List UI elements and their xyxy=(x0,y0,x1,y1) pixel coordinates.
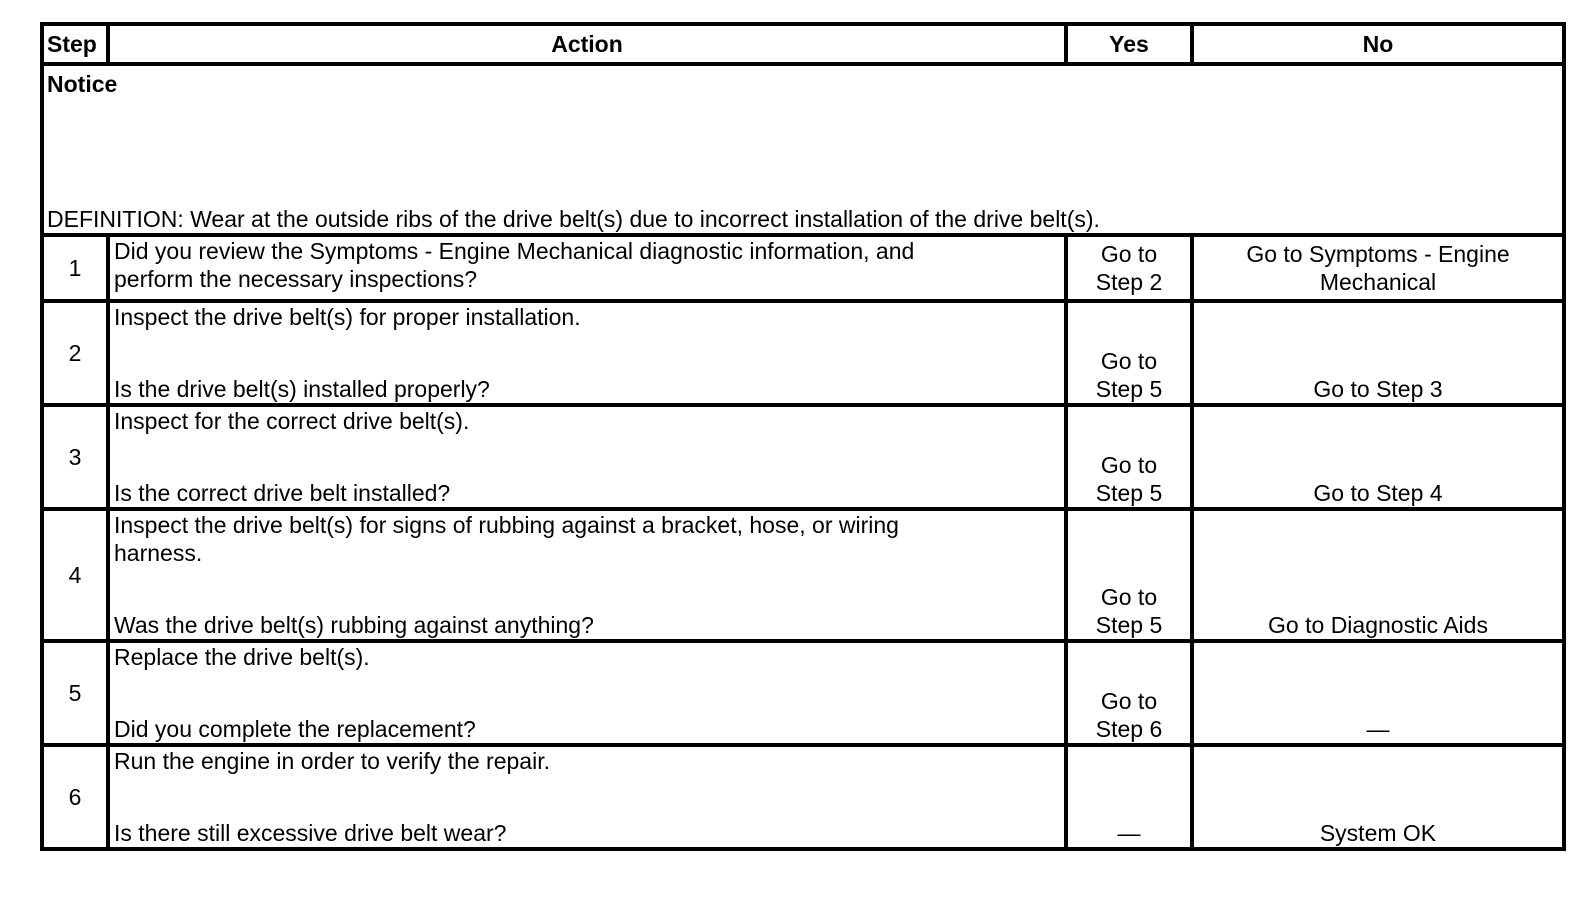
no-link[interactable]: Go to Symptoms - Engine xyxy=(1246,241,1510,267)
action-instruction: Replace the drive belt(s). xyxy=(114,644,370,670)
header-step: Step xyxy=(42,24,108,64)
action-question: Is the correct drive belt installed? xyxy=(114,480,451,506)
header-action: Action xyxy=(108,24,1066,64)
notice-definition: DEFINITION: Wear at the outside ribs of the drive belt(s) due to incorrect installation of the drive belt(s). xyxy=(47,206,1100,232)
action-instruction: Inspect the drive belt(s) for proper installation. xyxy=(114,304,581,330)
yes-link[interactable]: Go to xyxy=(1100,452,1158,478)
yes-link[interactable]: Go to xyxy=(1100,241,1158,267)
no-cell xyxy=(1192,745,1564,849)
diagnostic-table xyxy=(40,22,1566,851)
yes-link[interactable]: Step 5 xyxy=(1095,376,1163,402)
action-cell xyxy=(108,235,1066,301)
action-cell xyxy=(108,641,1066,745)
yes-link[interactable]: Step 5 xyxy=(1095,612,1163,638)
table-row xyxy=(42,301,1564,405)
no-result: System OK xyxy=(1319,820,1437,846)
yes-cell xyxy=(1066,509,1192,641)
table-row xyxy=(42,235,1564,301)
yes-link[interactable]: Step 6 xyxy=(1095,716,1163,742)
action-instruction: harness. xyxy=(114,540,203,566)
action-instruction: Inspect the drive belt(s) for signs of rubbing against a bracket, hose, or wiring xyxy=(114,512,899,538)
notice-cell xyxy=(42,64,1564,235)
yes-dash: — xyxy=(1117,820,1141,846)
table-row xyxy=(42,641,1564,745)
action-question: Is the drive belt(s) installed properly? xyxy=(114,376,490,402)
no-cell xyxy=(1192,509,1564,641)
yes-link[interactable]: Step 2 xyxy=(1095,269,1163,295)
action-cell xyxy=(108,301,1066,405)
no-link[interactable]: Mechanical xyxy=(1319,269,1437,295)
action-text: perform the necessary inspections? xyxy=(114,266,478,292)
yes-link[interactable]: Step 5 xyxy=(1095,480,1163,506)
action-question: Was the drive belt(s) rubbing against anything? xyxy=(114,612,594,638)
step-number: 2 xyxy=(42,301,108,405)
header-yes: Yes xyxy=(1066,24,1192,64)
yes-link[interactable]: Go to xyxy=(1100,584,1158,610)
step-number: 5 xyxy=(42,641,108,745)
step-number: 4 xyxy=(42,509,108,641)
table-row xyxy=(42,405,1564,509)
action-instruction: Run the engine in order to verify the repair. xyxy=(114,748,550,774)
action-instruction: Inspect for the correct drive belt(s). xyxy=(114,408,470,434)
header-row xyxy=(42,24,1564,64)
no-cell xyxy=(1192,301,1564,405)
diagnostic-table-page xyxy=(40,22,1562,851)
yes-cell xyxy=(1066,301,1192,405)
step-number: 3 xyxy=(42,405,108,509)
action-text: Did you review the Symptoms - Engine Mechanical diagnostic information, and xyxy=(114,238,915,264)
yes-cell xyxy=(1066,235,1192,301)
table-row xyxy=(42,745,1564,849)
notice-row xyxy=(42,64,1564,235)
no-link[interactable]: Go to Step 4 xyxy=(1313,480,1443,506)
header-no: No xyxy=(1192,24,1564,64)
yes-cell xyxy=(1066,405,1192,509)
table-row xyxy=(42,509,1564,641)
no-dash: — xyxy=(1366,716,1390,742)
notice-title: Notice xyxy=(47,71,118,97)
yes-link[interactable]: Go to xyxy=(1100,348,1158,374)
action-cell xyxy=(108,509,1066,641)
action-cell xyxy=(108,745,1066,849)
no-cell xyxy=(1192,235,1564,301)
step-number: 6 xyxy=(42,745,108,849)
no-link[interactable]: Go to Diagnostic Aids xyxy=(1268,612,1488,638)
step-number: 1 xyxy=(42,235,108,301)
no-cell xyxy=(1192,405,1564,509)
no-cell xyxy=(1192,641,1564,745)
no-link[interactable]: Go to Step 3 xyxy=(1313,376,1443,402)
yes-cell xyxy=(1066,641,1192,745)
action-cell xyxy=(108,405,1066,509)
yes-cell xyxy=(1066,745,1192,849)
action-question: Is there still excessive drive belt wear? xyxy=(114,820,507,846)
yes-link[interactable]: Go to xyxy=(1100,688,1158,714)
action-question: Did you complete the replacement? xyxy=(114,716,476,742)
